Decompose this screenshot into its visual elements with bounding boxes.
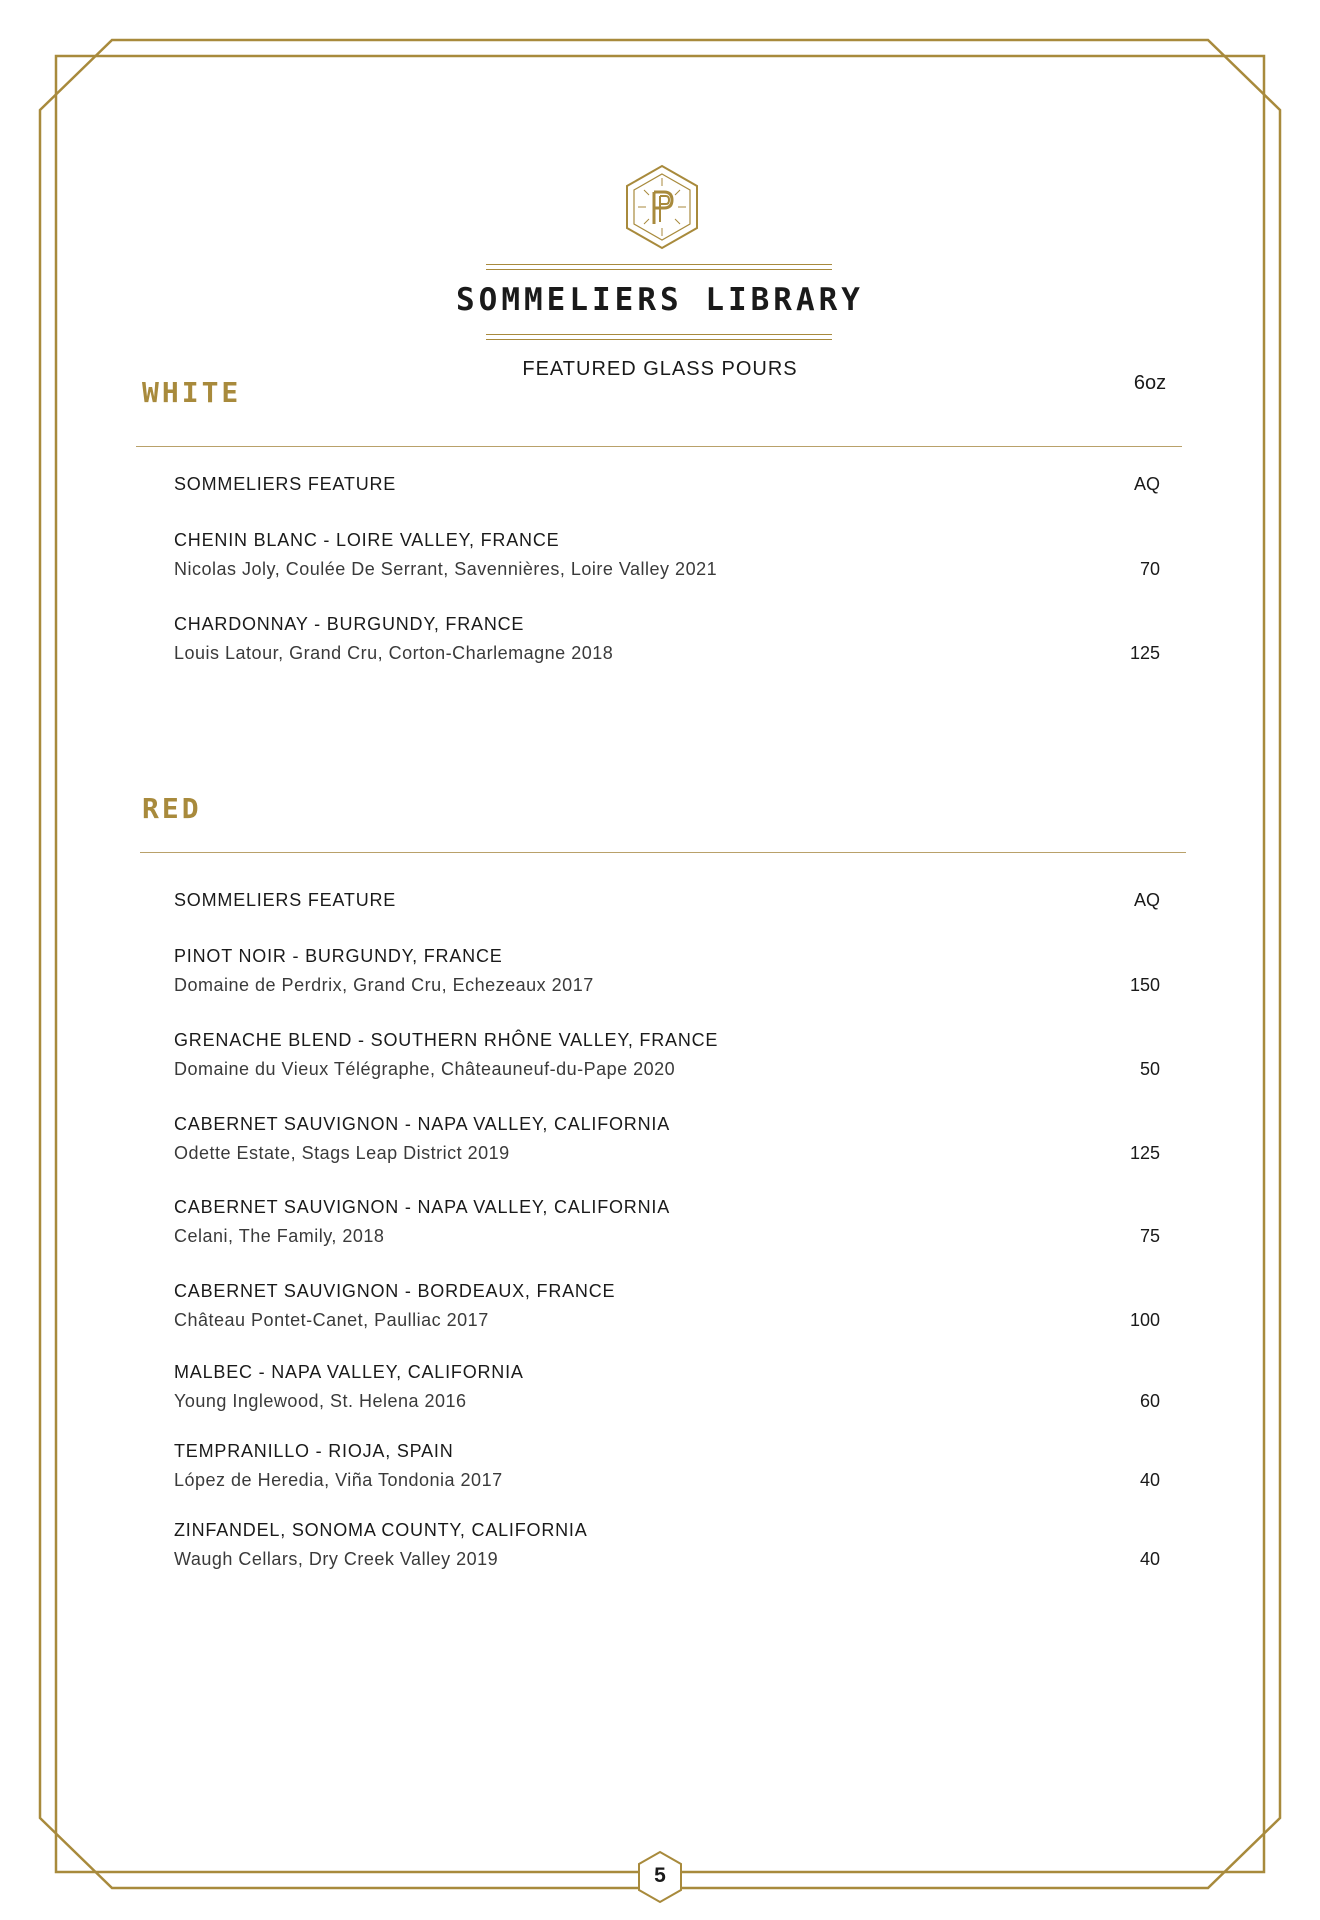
- wine-varietal: GRENACHE BLEND - SOUTHERN RHÔNE VALLEY, FRANCE: [174, 1030, 719, 1050]
- wine-producer: Celani, The Family, 2018: [174, 1226, 385, 1246]
- wine-producer: Domaine de Perdrix, Grand Cru, Echezeaux 2017: [174, 975, 594, 995]
- wine-varietal: CABERNET SAUVIGNON - NAPA VALLEY, CALIFORNIA: [174, 1114, 671, 1134]
- pp-monogram-hexagon-icon: [624, 164, 700, 250]
- wine-varietal: MALBEC - NAPA VALLEY, CALIFORNIA: [174, 1362, 524, 1382]
- white-wine-list: [174, 470, 1174, 668]
- feature-row-white: [174, 470, 1174, 499]
- wine-price: 125: [1129, 1143, 1160, 1163]
- page-subtitle: FEATURED GLASS POURS: [522, 358, 798, 380]
- page-number-badge: [636, 1850, 684, 1904]
- wine-price: 150: [1129, 975, 1160, 995]
- title-rule-top: [486, 264, 832, 270]
- feature-price: AQ: [1133, 474, 1160, 494]
- wine-price: 75: [1139, 1226, 1160, 1246]
- feature-price: AQ: [1133, 890, 1160, 910]
- wine-varietal: TEMPRANILLO - RIOJA, SPAIN: [174, 1441, 454, 1461]
- feature-label: SOMMELIERS FEATURE: [174, 474, 397, 494]
- title-rule-bottom: [486, 334, 832, 340]
- section-divider-white: [136, 446, 1182, 447]
- wine-price: 100: [1129, 1310, 1160, 1330]
- wine-varietal: PINOT NOIR - BURGUNDY, FRANCE: [174, 946, 503, 966]
- wine-item: [174, 1437, 1174, 1495]
- wine-varietal: CHENIN BLANC - LOIRE VALLEY, FRANCE: [174, 530, 560, 550]
- wine-price: 125: [1129, 643, 1160, 663]
- wine-item: [174, 526, 1174, 584]
- section-heading-red: RED: [142, 792, 202, 825]
- serving-size: 6oz: [1133, 372, 1167, 394]
- wine-price: 40: [1139, 1470, 1160, 1490]
- wine-varietal: CABERNET SAUVIGNON - BORDEAUX, FRANCE: [174, 1281, 616, 1301]
- wine-item: [174, 1516, 1174, 1574]
- wine-producer: Louis Latour, Grand Cru, Corton-Charlemagne 2018: [174, 643, 614, 663]
- section-heading-white: WHITE: [142, 376, 242, 409]
- wine-producer: Young Inglewood, St. Helena 2016: [174, 1391, 467, 1411]
- wine-price: 50: [1139, 1059, 1160, 1079]
- wine-producer: Domaine du Vieux Télégraphe, Châteauneuf-du-Pape 2020: [174, 1059, 676, 1079]
- logo: [624, 164, 700, 250]
- wine-producer: Château Pontet-Canet, Paulliac 2017: [174, 1310, 489, 1330]
- feature-label: SOMMELIERS FEATURE: [174, 890, 397, 910]
- wine-item: [174, 1277, 1174, 1335]
- page-title: SOMMELIERS LIBRARY: [456, 282, 864, 318]
- wine-price: 40: [1139, 1549, 1160, 1569]
- wine-producer: Odette Estate, Stags Leap District 2019: [174, 1143, 510, 1163]
- wine-item: [174, 1193, 1174, 1251]
- red-wine-list: [174, 886, 1174, 1574]
- wine-item: [174, 610, 1174, 668]
- wine-price: 70: [1139, 559, 1160, 579]
- wine-producer: Waugh Cellars, Dry Creek Valley 2019: [174, 1549, 499, 1569]
- wine-item: [174, 942, 1174, 1000]
- section-divider-red: [140, 852, 1186, 853]
- wine-varietal: CHARDONNAY - BURGUNDY, FRANCE: [174, 614, 525, 634]
- feature-row-red: [174, 886, 1174, 915]
- wine-item: [174, 1026, 1174, 1084]
- page-number: 5: [654, 1864, 666, 1887]
- wine-producer: Nicolas Joly, Coulée De Serrant, Savennières, Loire Valley 2021: [174, 559, 718, 579]
- wine-varietal: ZINFANDEL, SONOMA COUNTY, CALIFORNIA: [174, 1520, 588, 1540]
- wine-producer: López de Heredia, Viña Tondonia 2017: [174, 1470, 503, 1490]
- wine-price: 60: [1139, 1391, 1160, 1411]
- wine-item: [174, 1358, 1174, 1416]
- wine-varietal: CABERNET SAUVIGNON - NAPA VALLEY, CALIFORNIA: [174, 1197, 671, 1217]
- wine-item: [174, 1110, 1174, 1168]
